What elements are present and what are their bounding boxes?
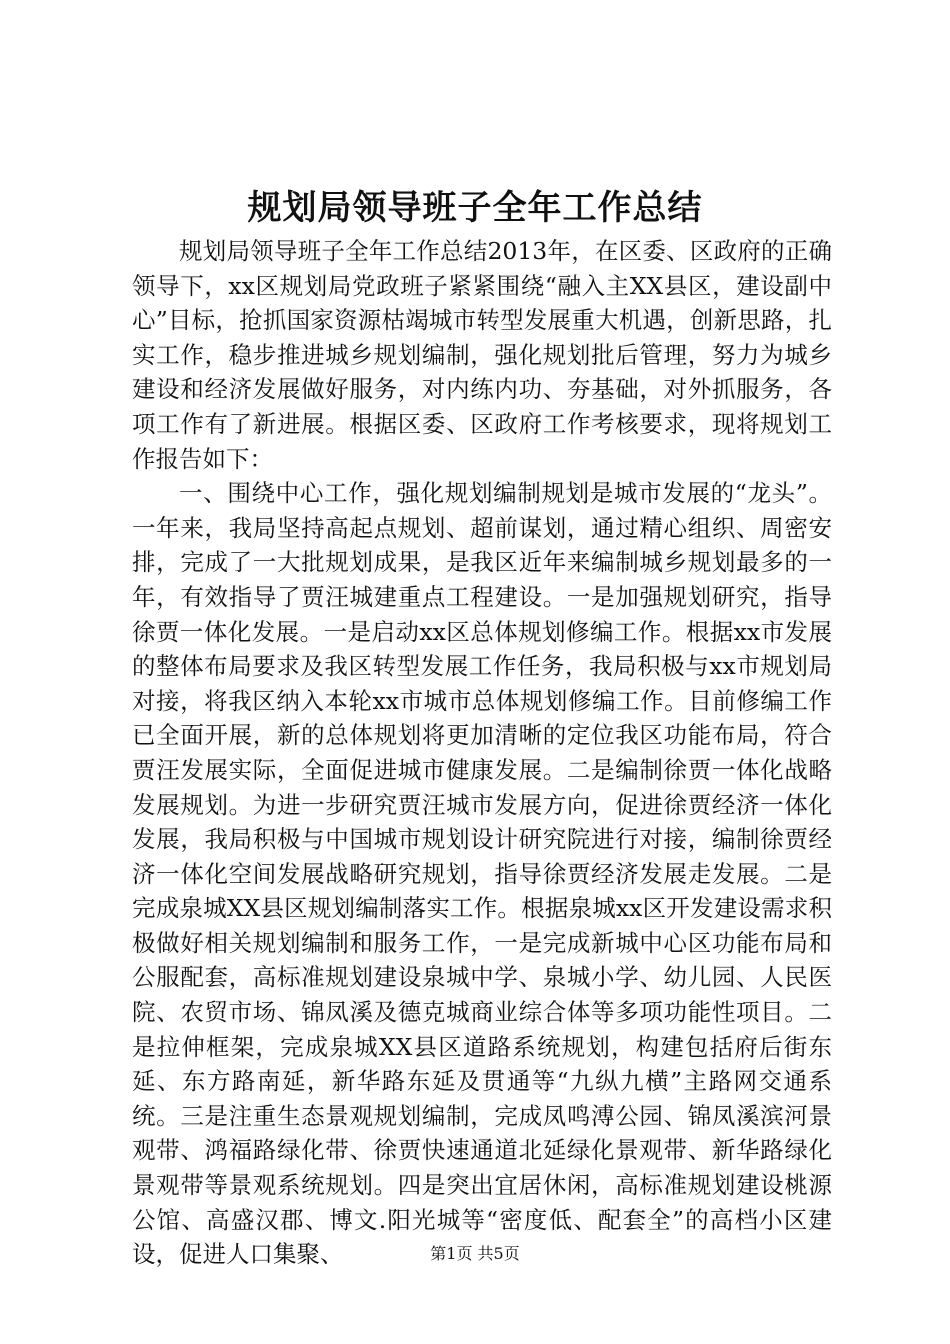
document-body	[132, 234, 832, 1272]
document-title: 规划局领导班子全年工作总结	[247, 188, 703, 228]
paragraph-intro: 规划局领导班子全年工作总结2013年，在区委、区政府的正确领导下，xx区规划局党政班子紧紧围绕“融入主XX县区，建设副中心”目标，抢抓国家资源枯竭城市转型发展重大机遇，创新思路，扎实工作，稳步推进城乡规划编制，强化规划批后管理，努力为城乡建设和经济发展做好服务，对内练内功、夯基础，对外抓服务，各项工作有了新进展。根据区委、区政府工作考核要求，现将规划工作报告如下：	[132, 237, 832, 473]
page-number-footer: 第1页 共5页	[430, 1244, 520, 1263]
paragraph-section-one: 一、围绕中心工作，强化规划编制规划是城市发展的“龙头”。一年来，我局坚持高起点规划、超前谋划，通过精心组织、周密安排，完成了一大批规划成果，是我区近年来编制城乡规划最多的一年，有效指导了贾汪城建重点工程建设。一是加强规划研究，指导徐贾一体化发展。一是启动xx区总体规划修编工作。根据xx市发展的整体布局要求及我区转型发展工作任务，我局积极与xx市规划局对接，将我区纳入本轮xx市城市总体规划修编工作。目前修编工作已全面开展，新的总体规划将更加清晰的定位我区功能布局，符合贾汪发展实际，全面促进城市健康发展。二是编制徐贾一体化战略发展规划。为进一步研究贾汪城市发展方向，促进徐贾经济一体化发展，我局积极与中国城市规划设计研究院进行对接，编制徐贾经济一体化空间发展战略研究规划，指导徐贾经济发展走发展。二是完成泉城XX县区规划编制落实工作。根据泉城xx区开发建设需求积极做好相关规划编制和服务工作，一是完成新城中心区功能布局和公服配套，高标准规划建设泉城中学、泉城小学、幼儿园、人民医院、农贸市场、锦凤溪及德克城商业综合体等多项功能性项目。二是拉伸框架，完成泉城XX县区道路系统规划，构建包括府后街东延、东方路南延，新华路东延及贯通等“九纵九横”主路网交通系统。三是注重生态景观规划编制，完成凤鸣溥公园、锦凤溪滨河景观带、鸿福路绿化带、徐贾快速通道北延绿化景观带、新华路绿化景观带等景观系统规划。四是突出宜居休闲，高标准规划建设桃源公馆、高盛汉郡、博文.阳光城等“密度低、配套全”的高档小区建设，促进人口集聚、	[132, 479, 832, 1269]
